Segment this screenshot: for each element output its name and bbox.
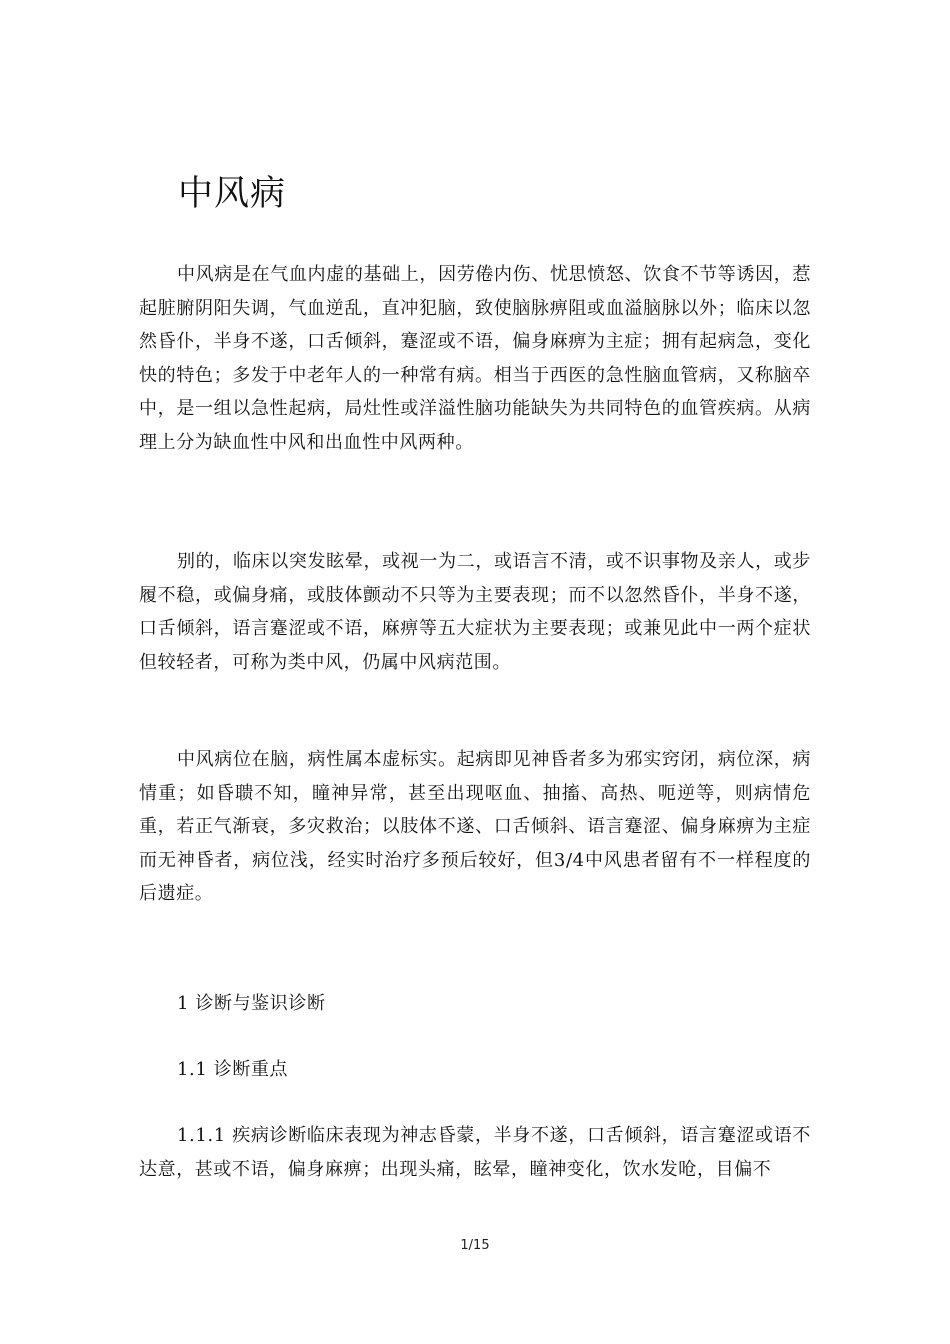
subsection-heading: 1.1 诊断重点 xyxy=(177,1059,289,1080)
page-title: 中风病 xyxy=(178,174,287,214)
paragraph-similar-stroke: 别的，临床以突发眩晕，或视一为二，或语言不清，或不识事物及亲人，或步履不稳，或偏身痛，或肢体颤动不只等为主要表现；而不以忽然昏仆，半身不遂，口舌倾斜，语言蹇涩或不语，麻痹等五大症状为主要表现；或兼见此中一两个症状但较轻者，可称为类中风，仍属中风病范围。 xyxy=(139,551,811,673)
paragraph-definition: 中风病是在气血内虚的基础上，因劳倦内伤、忧思愤怒、饮食不节等诱因，惹起脏腑阴阳失调，气血逆乱，直冲犯脑，致使脑脉痹阻或血溢脑脉以外；临床以忽然昏仆，半身不遂，口舌倾斜，蹇涩或不语，偏身麻痹为主症；拥有起病急，变化快的特色；多发于中老年人的一种常有病。相当于西医的急性脑血管病，又称脑卒中，是一组以急性起病，局灶性或洋溢性脑功能缺失为共同特色的血管疾病。从病理上分为缺血性中风和出血性中风两种。 xyxy=(139,264,811,453)
paragraph-prognosis: 中风病位在脑，病性属本虚标实。起病即见神昏者多为邪实窍闭，病位深，病情重；如昏聩不知，瞳神异常，甚至出现呕血、抽搐、高热、呃逆等，则病情危重，若正气渐衰，多灾救治；以肢体不遂、口舌倾斜、语言蹇涩、偏身麻痹为主症而无神昏者，病位浅，经实时治疗多预后较好，但3/4中风患者留有不一样程度的后遗症。 xyxy=(139,749,811,904)
page-number: 1/15 xyxy=(460,1238,490,1253)
paragraph-diagnosis: 1.1.1 疾病诊断临床表现为神志昏蒙，半身不遂，口舌倾斜，语言蹇涩或语不达意，甚或不语，偏身麻痹；出现头痛，眩晕，瞳神变化，饮水发呛，目偏不 xyxy=(139,1125,811,1180)
section-heading: 1 诊断与鉴识诊断 xyxy=(177,993,326,1014)
